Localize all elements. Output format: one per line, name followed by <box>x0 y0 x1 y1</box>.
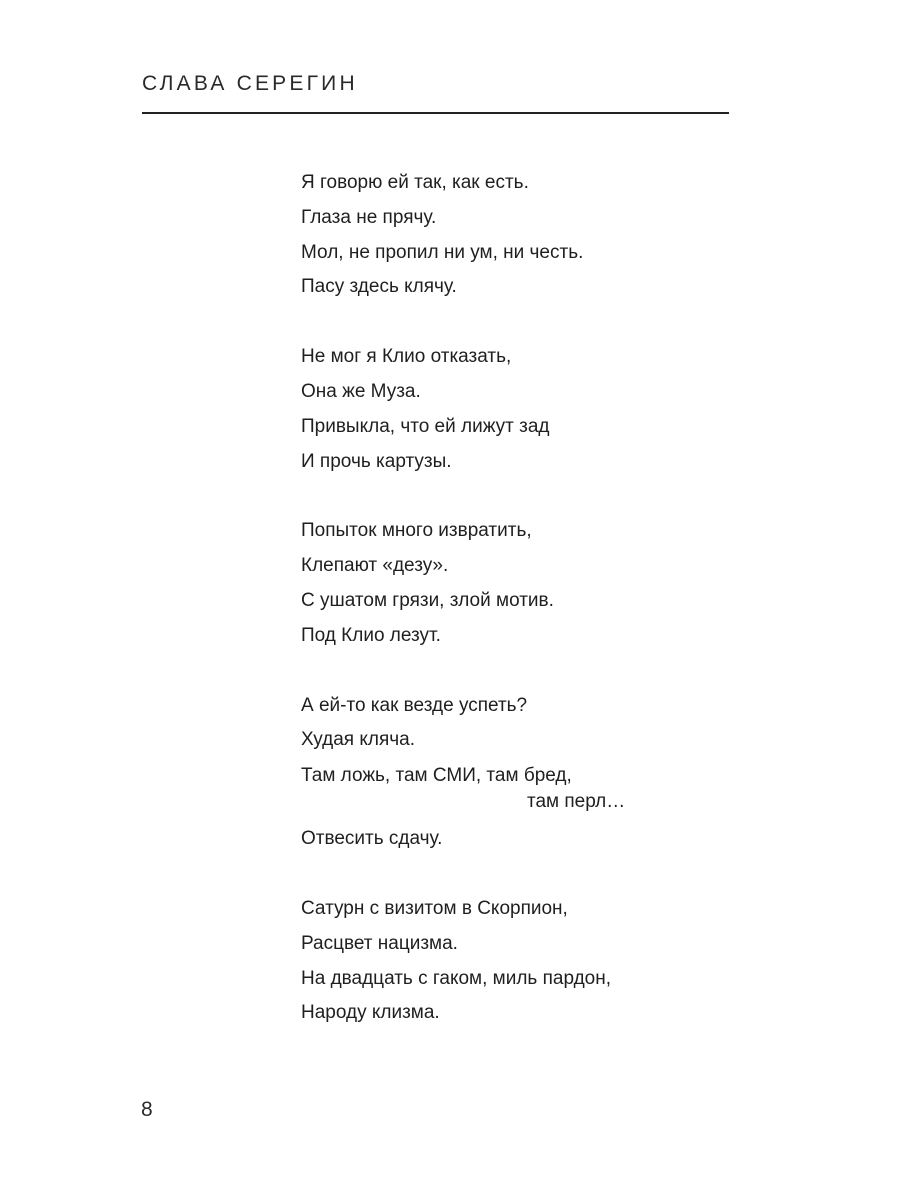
stanza-3 <box>301 514 721 653</box>
poem-line: Привыкла, что ей лижут зад <box>301 415 550 437</box>
poem-line: Пасу здесь клячу. <box>301 276 457 298</box>
poem-line: Худая кляча. <box>301 729 415 751</box>
header-rule <box>142 112 729 114</box>
poem-line: На двадцать с гаком, миль пардон, <box>301 967 612 989</box>
poem-line: Я говорю ей так, как есть. <box>301 172 529 193</box>
poem-line: Там ложь, там СМИ, там бред, <box>301 765 572 787</box>
poem-line: Расцвет нацизма. <box>301 932 458 954</box>
stanza-4 <box>301 689 721 857</box>
poem-line: Отвесить сдачу. <box>301 828 443 850</box>
running-head-author: СЛАВА СЕРЕГИН <box>142 72 358 95</box>
poem-line: Народу клизма. <box>301 1002 440 1024</box>
poem-line: Мол, не пропил ни ум, ни честь. <box>301 241 584 263</box>
poem-line-continuation: там перл… <box>527 791 626 813</box>
poem-line: Клепают «дезу». <box>301 555 449 577</box>
stanza-5 <box>301 892 721 1031</box>
poem <box>301 166 721 1066</box>
stanza-1 <box>301 166 721 305</box>
poem-line: Сатурн с визитом в Скорпион, <box>301 897 568 919</box>
poem-line: Под Клио лезут. <box>301 624 441 646</box>
poem-line: Не мог я Клио отказать, <box>301 346 512 368</box>
poem-line: Она же Муза. <box>301 380 421 402</box>
poem-line: Попыток много извратить, <box>301 520 532 542</box>
poem-line: А ей-то как везде успеть? <box>301 694 528 716</box>
stanza-2 <box>301 340 721 479</box>
poem-line: С ушатом грязи, злой мотив. <box>301 589 554 611</box>
poem-line: Глаза не прячу. <box>301 206 437 228</box>
poem-line: И прочь картузы. <box>301 450 452 472</box>
page-number: 8 <box>141 1098 153 1121</box>
